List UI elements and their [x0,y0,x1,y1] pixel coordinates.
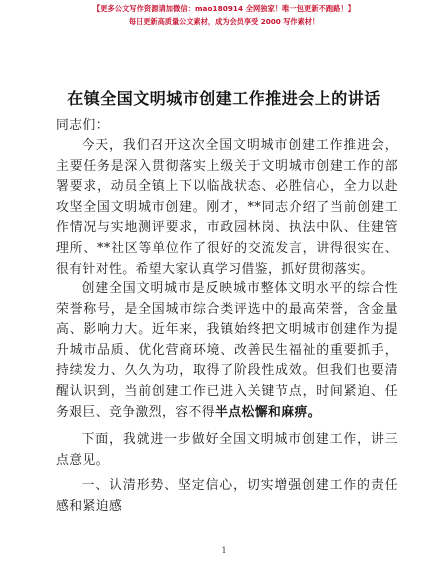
paragraph-3: 下面，我就进一步做好全国文明城市创建工作，讲三点意见。 [56,432,398,468]
promo-banner-line-2: 每日更新高质量公文素材，成为会员享受 2000 写作素材！ [128,17,320,26]
promo-banner-line-1: 【更多公文写作资源请加微信：mao180914 全网独家！唯一包更新不跑路！】 [92,4,356,13]
paragraph-2-bold-tail: 半点松懈和麻痹。 [214,404,321,420]
paragraph-2-text: 创建全国文明城市是反映城市整体文明水平的综合性荣誉称号，是全国城市综合类评选中的最高荣誉，含金量高、影响力大。近年来，我镇始终把文明城市创建作为提升城市品质、优化营商环境、改善民生福祉的重要抓手，持续发力、久久为功，取得了阶段性成效。但我们也要清醒认识到，当前创建工作已进入关键节点，时间紧迫、任务艰巨、竞争激烈，容不得 [56,281,398,420]
paragraph-2 [56,279,398,423]
paragraph-1: 今天，我们召开这次全国文明城市创建工作推进会，主要任务是深入贯彻落实上级关于文明城市创建工作的部署要求，动员全镇上下以临战状态、必胜信心，全力以赴攻坚全国文明城市创建。刚才，**同志介绍了当前创建工作情况与实地测评要求，市政园林岗、执法中队、住建管理所、**社区等单位作了很好的交流发言，讲得很实在、很有针对性。希望大家认真学习借鉴，抓好贯彻落实。 [56,138,398,277]
section-heading-1: 一、认清形势、坚定信心，切实增强创建工作的责任感和紧迫感 [56,478,398,514]
document-title: 在镇全国文明城市创建工作推进会上的讲话 [67,89,381,108]
page-number: 1 [221,546,227,555]
greeting: 同志们： [56,118,109,133]
